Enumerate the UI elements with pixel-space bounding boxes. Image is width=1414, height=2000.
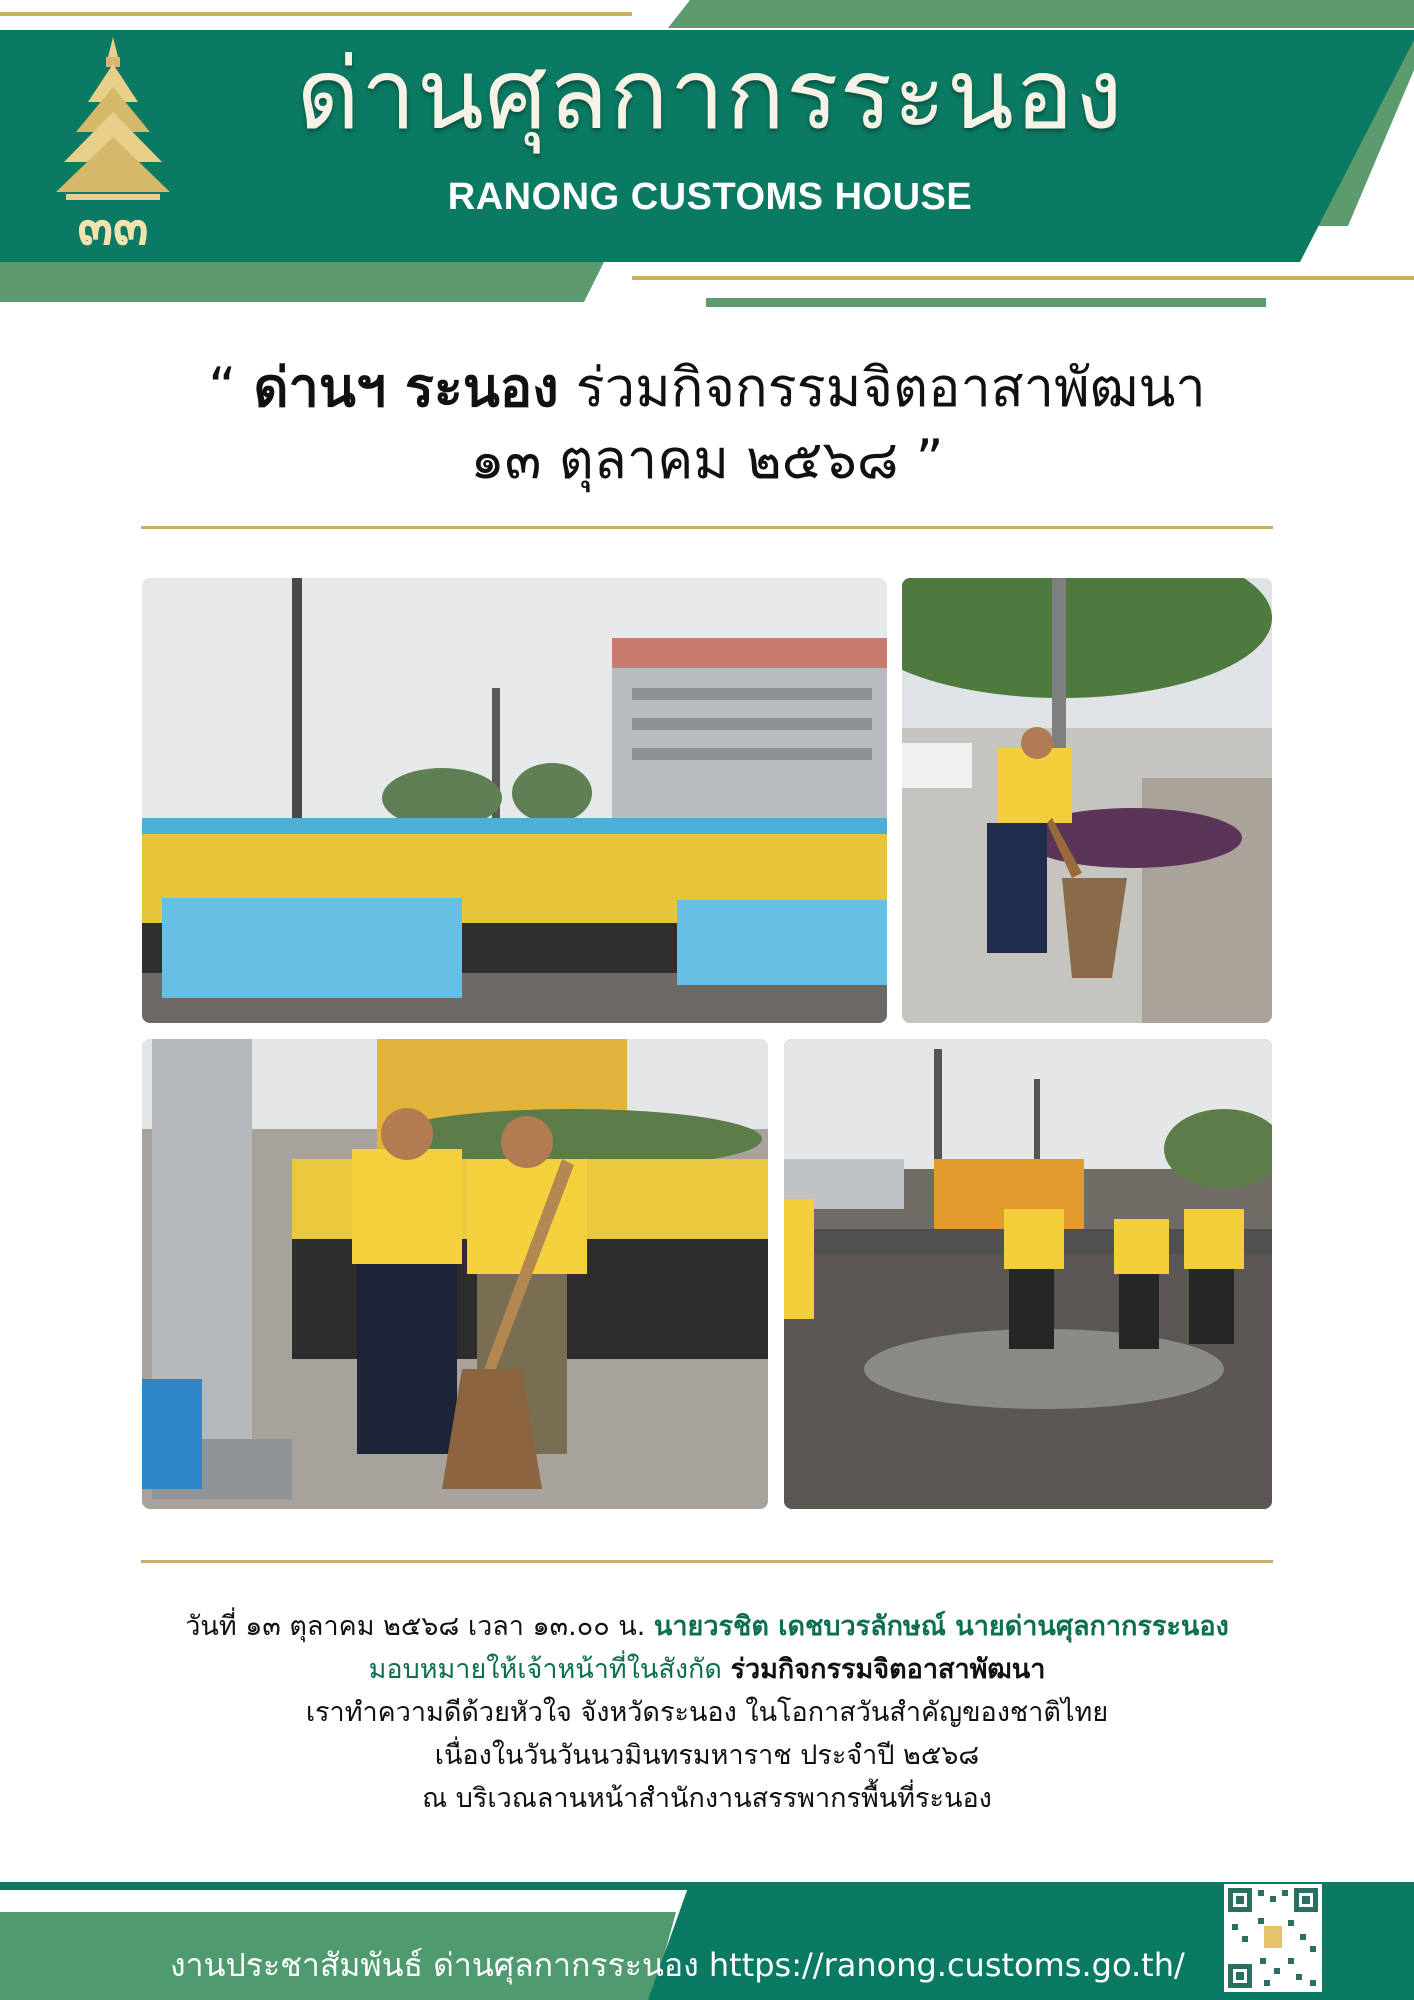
headline-open-quote: “ [208,356,237,419]
svg-text:๓๓: ๓๓ [77,196,149,252]
event-date-time: วันที่ ๑๓ ตุลาคม ๒๕๖๘ เวลา ๑๓.๐๐ น. [185,1611,654,1642]
washing-road-photo [784,1039,1272,1509]
royal-crown-emblem-icon [48,32,178,252]
two-officials-with-brooms-photo [142,1039,768,1509]
sweeping-street-photo [902,578,1272,1023]
headline [140,352,1274,496]
qr-code-icon[interactable] [1224,1884,1322,1992]
site-title-thai: ด่านศุลกากรระนอง [296,38,1124,152]
official-name: นายวรชิต เดชบวรลักษณ์ นายด่านศุลกากรระนอง [653,1611,1229,1642]
footer-contact[interactable]: งานประชาสัมพันธ์ ด่านศุลกากรระนอง https://ranong.customs.go.th/ [170,1946,1185,1984]
headline-date: ๑๓ ตุลาคม ๒๕๖๘ ” [470,428,944,491]
event-description [120,1605,1294,1820]
motto-line: เราทำความดีด้วยหัวใจ จังหวัดระนอง ในโอกาสวันสำคัญของชาติไทย [305,1697,1109,1728]
location-line: ณ บริเวณลานหน้าสำนักงานสรรพากรพื้นที่ระนอง [422,1783,992,1814]
group-photo-with-banners [142,578,887,1023]
assignment-text: มอบหมายให้เจ้าหน้าที่ในสังกัด [368,1654,731,1685]
divider-top [141,526,1273,529]
divider-bottom [141,1560,1273,1563]
headline-rest: ร่วมกิจกรรมจิตอาสาพัฒนา [558,356,1206,419]
site-title-english: RANONG CUSTOMS HOUSE [447,176,973,218]
headline-bold: ด่านฯ ระนอง [253,356,559,419]
activity-name: ร่วมกิจกรรมจิตอาสาพัฒนา [730,1654,1046,1685]
occasion-line: เนื่องในวันวันนวมินทรมหาราช ประจำปี ๒๕๖๘ [434,1740,980,1771]
